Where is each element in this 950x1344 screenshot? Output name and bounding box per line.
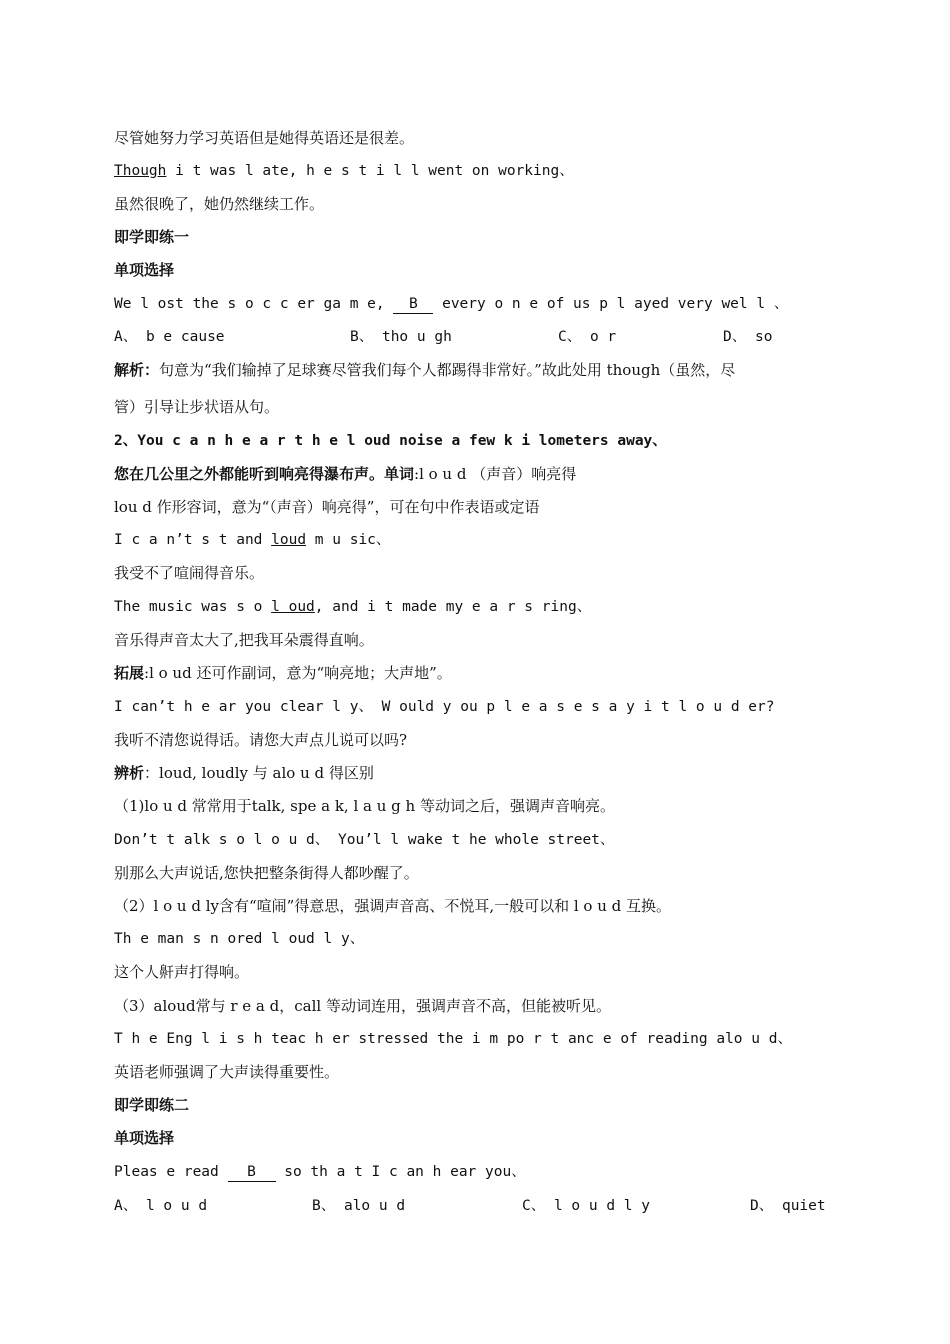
chinese-sentence: 尽管她努力学习英语但是她得英语还是很差。 <box>114 129 415 147</box>
chinese-translation: 别那么大声说话,您快把整条街得人都吵醒了。 <box>114 864 419 882</box>
explanation-continued: 管）引导让步状语从句。 <box>114 398 280 416</box>
usage-note: （1)lo u d 常常用于talk, spe a k, l a u g h 等动词之后，强调声音响亮。 <box>114 797 615 815</box>
extension-note: 拓展:l o ud 还可作副词，意为“响亮地；大声地”。 <box>114 664 452 682</box>
section-heading: 即学即练一 <box>114 228 190 246</box>
answer-blank: B <box>393 295 433 314</box>
option-b: B、 alo u d <box>312 1198 406 1214</box>
question-stem: Pleas e read B so th a t I c an h ear you、 <box>114 1164 526 1180</box>
usage-note: （2）l o u d ly含有“喧闹”得意思，强调声音高、不悦耳,一般可以和 l o u d 互换。 <box>114 897 672 915</box>
chinese-translation: 我受不了喧闹得音乐。 <box>114 564 265 582</box>
example-sentence: Don’t t alk s o l o u d、 You’l l wake t he whole street、 <box>114 832 615 848</box>
example-sentence: Though i t was l ate, h e s t i l l went on working、 <box>114 163 574 179</box>
subsection-heading: 单项选择 <box>114 261 175 279</box>
chinese-translation: 音乐得声音太大了,把我耳朵震得直响。 <box>114 631 374 649</box>
example-sentence: I c a n’t s t and loud m u sic、 <box>114 532 391 548</box>
question-stem: We l ost the s o c c er ga m e, B every o n e of us p l ayed very wel l 、 <box>114 296 789 312</box>
chinese-translation: 这个人鼾声打得响。 <box>114 963 250 981</box>
answer-options <box>114 327 844 347</box>
explanation: 解析：句意为“我们输掉了足球赛尽管我们每个人都踢得非常好。”故此处用 though（虽然，尽 <box>114 361 736 379</box>
answer-blank: B <box>228 1163 276 1182</box>
option-a: A、 b e cause <box>114 329 225 345</box>
chinese-translation: 虽然很晚了，她仍然继续工作。 <box>114 195 325 213</box>
chinese-translation: 英语老师强调了大声读得重要性。 <box>114 1063 340 1081</box>
underlined-word: Though <box>114 163 167 179</box>
example-sentence: The music was s o l oud, and i t made my e a r s ring、 <box>114 599 592 615</box>
vocabulary-sentence: 2、You c a n h e a r t h e l oud noise a few k i lometers away、 <box>114 433 667 449</box>
option-d: D、 quiet <box>750 1198 826 1214</box>
word-definition: lou d 作形容词，意为“（声音）响亮得”，可在句中作表语或定语 <box>114 498 540 516</box>
option-b: B、 tho u gh <box>350 329 452 345</box>
option-d: D、 so <box>723 329 773 345</box>
underlined-word: l oud <box>271 599 315 615</box>
example-sentence: Th e man s n ored l oud l y、 <box>114 931 365 947</box>
subsection-heading: 单项选择 <box>114 1129 175 1147</box>
option-c: C、 o r <box>558 329 617 345</box>
option-c: C、 l o u d l y <box>522 1198 650 1214</box>
vocabulary-translation: 您在几公里之外都能听到响亮得瀑布声。单词:l o u d （声音）响亮得 <box>114 465 577 483</box>
option-a: A、 l o u d <box>114 1198 208 1214</box>
answer-options <box>114 1196 844 1216</box>
chinese-translation: 我听不清您说得话。请您大声点儿说可以吗? <box>114 731 408 749</box>
example-sentence: T h e Eng l i s h teac h er stressed the i m po r t anc e of reading alo u d、 <box>114 1031 792 1047</box>
comparison-heading: 辨析：loud, loudly 与 alo u d 得区别 <box>114 764 374 782</box>
example-sentence: I can’t h e ar you clear l y、 W ould y ou p l e a s e s a y i t l o u d er? <box>114 699 775 715</box>
usage-note: （3）aloud常与 r e a d，call 等动词连用，强调声音不高，但能被听见。 <box>114 997 611 1015</box>
section-heading: 即学即练二 <box>114 1096 190 1114</box>
underlined-word: loud <box>271 532 307 548</box>
